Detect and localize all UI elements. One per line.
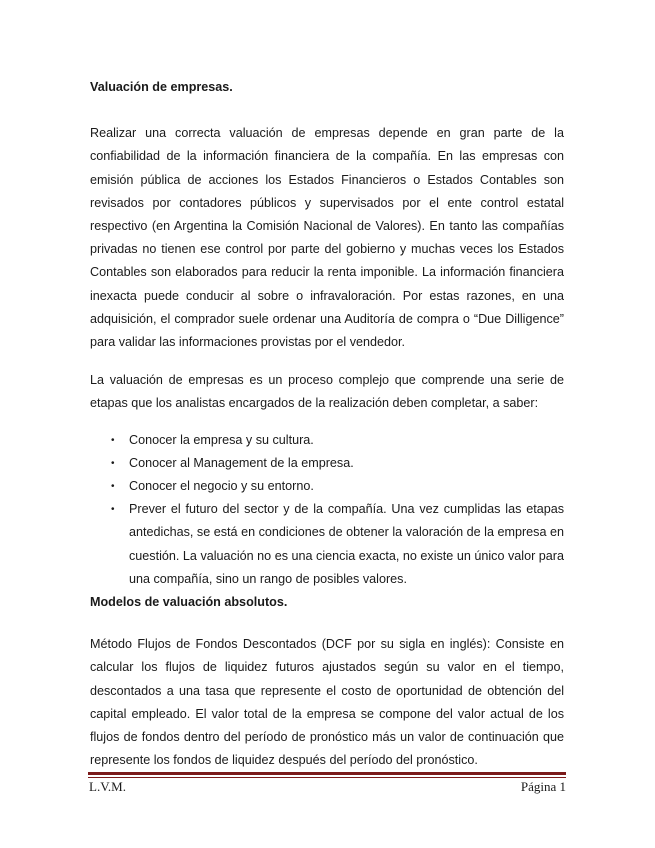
list-item — [90, 429, 564, 452]
footer-rule-thick — [88, 772, 566, 775]
paragraph-dcf: Método Flujos de Fondos Descontados (DCF por su sigla en inglés): Consiste en calcular los flujos de liquidez futuros ajustados según su valor en el tiempo, descontados a una tasa que represente el costo de oportunidad de obtención del capital empleado. El valor total de la empresa se compone del valor actual de los flujos de fondos dentro del período de pronóstico más un valor de continuación que represente los fondos de liquidez después del período del pronóstico. — [90, 637, 564, 768]
list-item-text: Conocer al Management de la empresa. — [129, 455, 354, 470]
list-item — [90, 498, 564, 591]
stages-list — [90, 429, 564, 591]
list-item — [90, 452, 564, 475]
bullet-icon: • — [111, 434, 115, 446]
page-content — [90, 76, 564, 787]
bullet-icon: • — [111, 457, 115, 469]
paragraph-intro: Realizar una correcta valuación de empresas depende en gran parte de la confiabilidad de la información financiera de la compañía. En las empresas con emisión pública de acciones los Estados Financieros o Estados Contables son revisados por contadores públicos y supervisados por el ente control estatal respectivo (en Argentina la Comisión Nacional de Valores). En tanto las compañías privadas no tienen ese control por parte del gobierno y muchas veces los Estados Contables son elaborados para reducir la renta imponible. La información financiera inexacta puede conducir al sobre o infravaloración. Por estas razones, en una adquisición, el comprador suele ordenar una Auditoría de compra o “Due Dilligence” para validar las informaciones provistas por el vendedor. — [90, 126, 564, 350]
list-item — [90, 475, 564, 498]
section-title-modelos: Modelos de valuación absolutos. — [90, 595, 288, 610]
page-number: Página 1 — [520, 779, 566, 794]
paragraph-process: La valuación de empresas es un proceso complejo que comprende una serie de etapas que los analistas encargados de la realización deben completar, a saber: — [90, 373, 564, 411]
footer-rule-thin — [88, 777, 566, 778]
list-item-text: Conocer la empresa y su cultura. — [129, 432, 314, 447]
section-title-valuacion: Valuación de empresas. — [90, 80, 233, 94]
footer-initials: L.V.M. — [89, 779, 126, 794]
bullet-icon: • — [111, 504, 115, 516]
bullet-icon: • — [111, 481, 115, 493]
list-item-text: Prever el futuro del sector y de la compañía. Una vez cumplidas las etapas antedichas, se está en condiciones de obtener la valoración de la empresa en cuestión. La valuación no es una ciencia exacta, no existe un único valor para una compañía, sino un rango de posibles valores. — [129, 502, 564, 586]
list-item-text: Conocer el negocio y su entorno. — [129, 479, 314, 494]
